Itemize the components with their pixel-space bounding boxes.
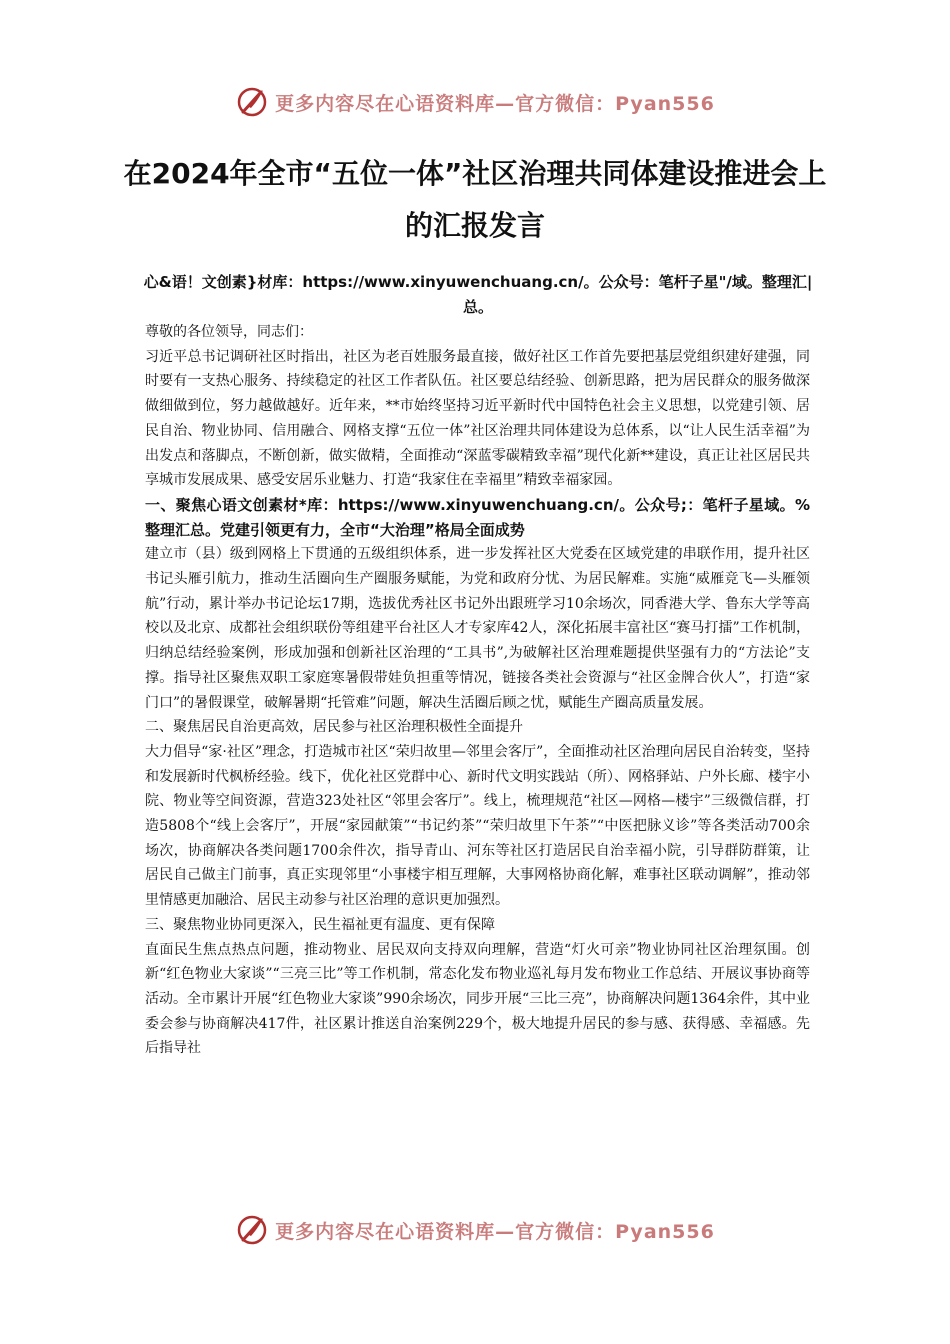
section-heading-2: 二、聚焦居民自治更高效，居民参与社区治理积极性全面提升 <box>145 719 523 736</box>
footer-banner <box>0 1210 950 1250</box>
source-note: 心&语！文创素}材库：https://www.xinyuwenchuang.cn/。公众号：笔杆子星"/域。整理汇|总。 <box>143 273 813 316</box>
section-paragraph-3: 直面民生焦点热点问题，推动物业、居民双向支持双向理解，营造“灯火可亲”物业协同社区治理氛围。创新“红色物业大家谈”“三亮三比”等工作机制，常态化发布物业巡礼每月发布物业工作总结、开展议事协商等活动。全市累计开展“红色物业大家谈”990余场次，同步开展“三比三亮”，协商解决问题1364余件，其中业委会参与协商解决417件，社区累计推送自治案例229个，极大地提升居民的参与感、获得感、幸福感。先后指导社 <box>145 941 810 1057</box>
document-body <box>145 320 810 1061</box>
banner-text: 更多内容尽在心语资料库—官方微信：Pyan556 <box>275 92 715 115</box>
intro-paragraph: 习近平总书记调研社区时指出，社区为老百姓服务最直接，做好社区工作首先要把基层党组织建好建强，同时要有一支热心服务、持续稳定的社区工作者队伍。社区要总结经验、创新思路，把为居民群众的服务做深做细做到位，努力越做越好。近年来，**市始终坚持习近平新时代中国特色社会主义思想，以党建引领、居民自治、物业协同、信用融合、网格支撑“五位一体”社区治理共同体建设为总体系，以“让人民生活幸福”为出发点和落脚点，不断创新，做实做精，全面推动“深蓝零碳精致幸福”现代化新**建设，真正让社区居民共享城市发展成果、感受安居乐业魅力、打造“我家住在幸福里”精致幸福家园。 <box>145 348 810 489</box>
section-paragraph-1: 建立市（县）级到网格上下贯通的五级组织体系，进一步发挥社区大党委在区域党建的串联作用，提升社区书记头雁引航力，推动生活圈向生产圈服务赋能，为党和政府分忧、为居民解难。实施“威雁竞飞—头雁领航”行动，累计举办书记论坛17期，选拔优秀社区书记外出跟班学习10余场次，同香港大学、鲁东大学等高校以及北京、成都社会组织联份等组建平台社区人才专家库42人，深化拓展丰富社区“赛马打擂”工作机制，归纳总结经验案例，形成加强和创新社区治理的“工具书”,为破解社区治理难题提供坚强有力的“方法论”支撑。指导社区聚焦双职工家庭寒暑假带娃负担重等情况，链接各类社会资源与“社区金牌合伙人”，打造“家门口”的暑假课堂，破解暑期“托管难”问题，解决生活圈后顾之忧，赋能生产圈高质量发展。 <box>145 546 810 711</box>
banner-text: 更多内容尽在心语资料库—官方微信：Pyan556 <box>275 1220 715 1243</box>
greeting-paragraph: 尊敬的各位领导，同志们： <box>145 324 313 340</box>
header-banner <box>0 82 950 122</box>
quill-pen-circle-icon <box>235 85 269 119</box>
document-title: 在2024年全市“五位一体”社区治理共同体建设推进会上的汇报发言 <box>123 157 827 242</box>
quill-pen-circle-icon <box>235 1213 269 1247</box>
section-heading-3: 三、聚焦物业协同更深入，民生福祉更有温度、更有保障 <box>145 916 495 933</box>
section-paragraph-2: 大力倡导“家·社区”理念，打造城市社区“荣归故里—邻里会客厅”，全面推动社区治理向居民自治转变，坚持和发展新时代枫桥经验。线下，优化社区党群中心、新时代文明实践站（所）、网格驿站、户外长廊、楼宇小院、物业等空间资源，营造323处社区“邻里会客厅”。线上，梳理规范“社区—网格—楼宇”三级微信群，打造5808个“线上会客厅”，开展“家园献策”“书记约茶”“荣归故里下午茶”“中医把脉义诊”等各类活动700余场次，协商解决各类问题1700余件次，指导青山、河东等社区打造居民自治幸福小院，引导群防群策，让居民自己做主门前事，真正实现邻里“小事楼宇相互理解，大事网格协商化解，难事社区联动调解”，推动邻里情感更加融洽、居民主动参与社区治理的意识更加强烈。 <box>145 743 810 909</box>
section-heading-1: 一、聚焦心语文创素材*库：https://www.xinyuwenchuang.cn/。公众号;：笔杆子星域。%整理汇总。党建引领更有力，全市“大治理”格局全面成势 <box>145 495 810 539</box>
